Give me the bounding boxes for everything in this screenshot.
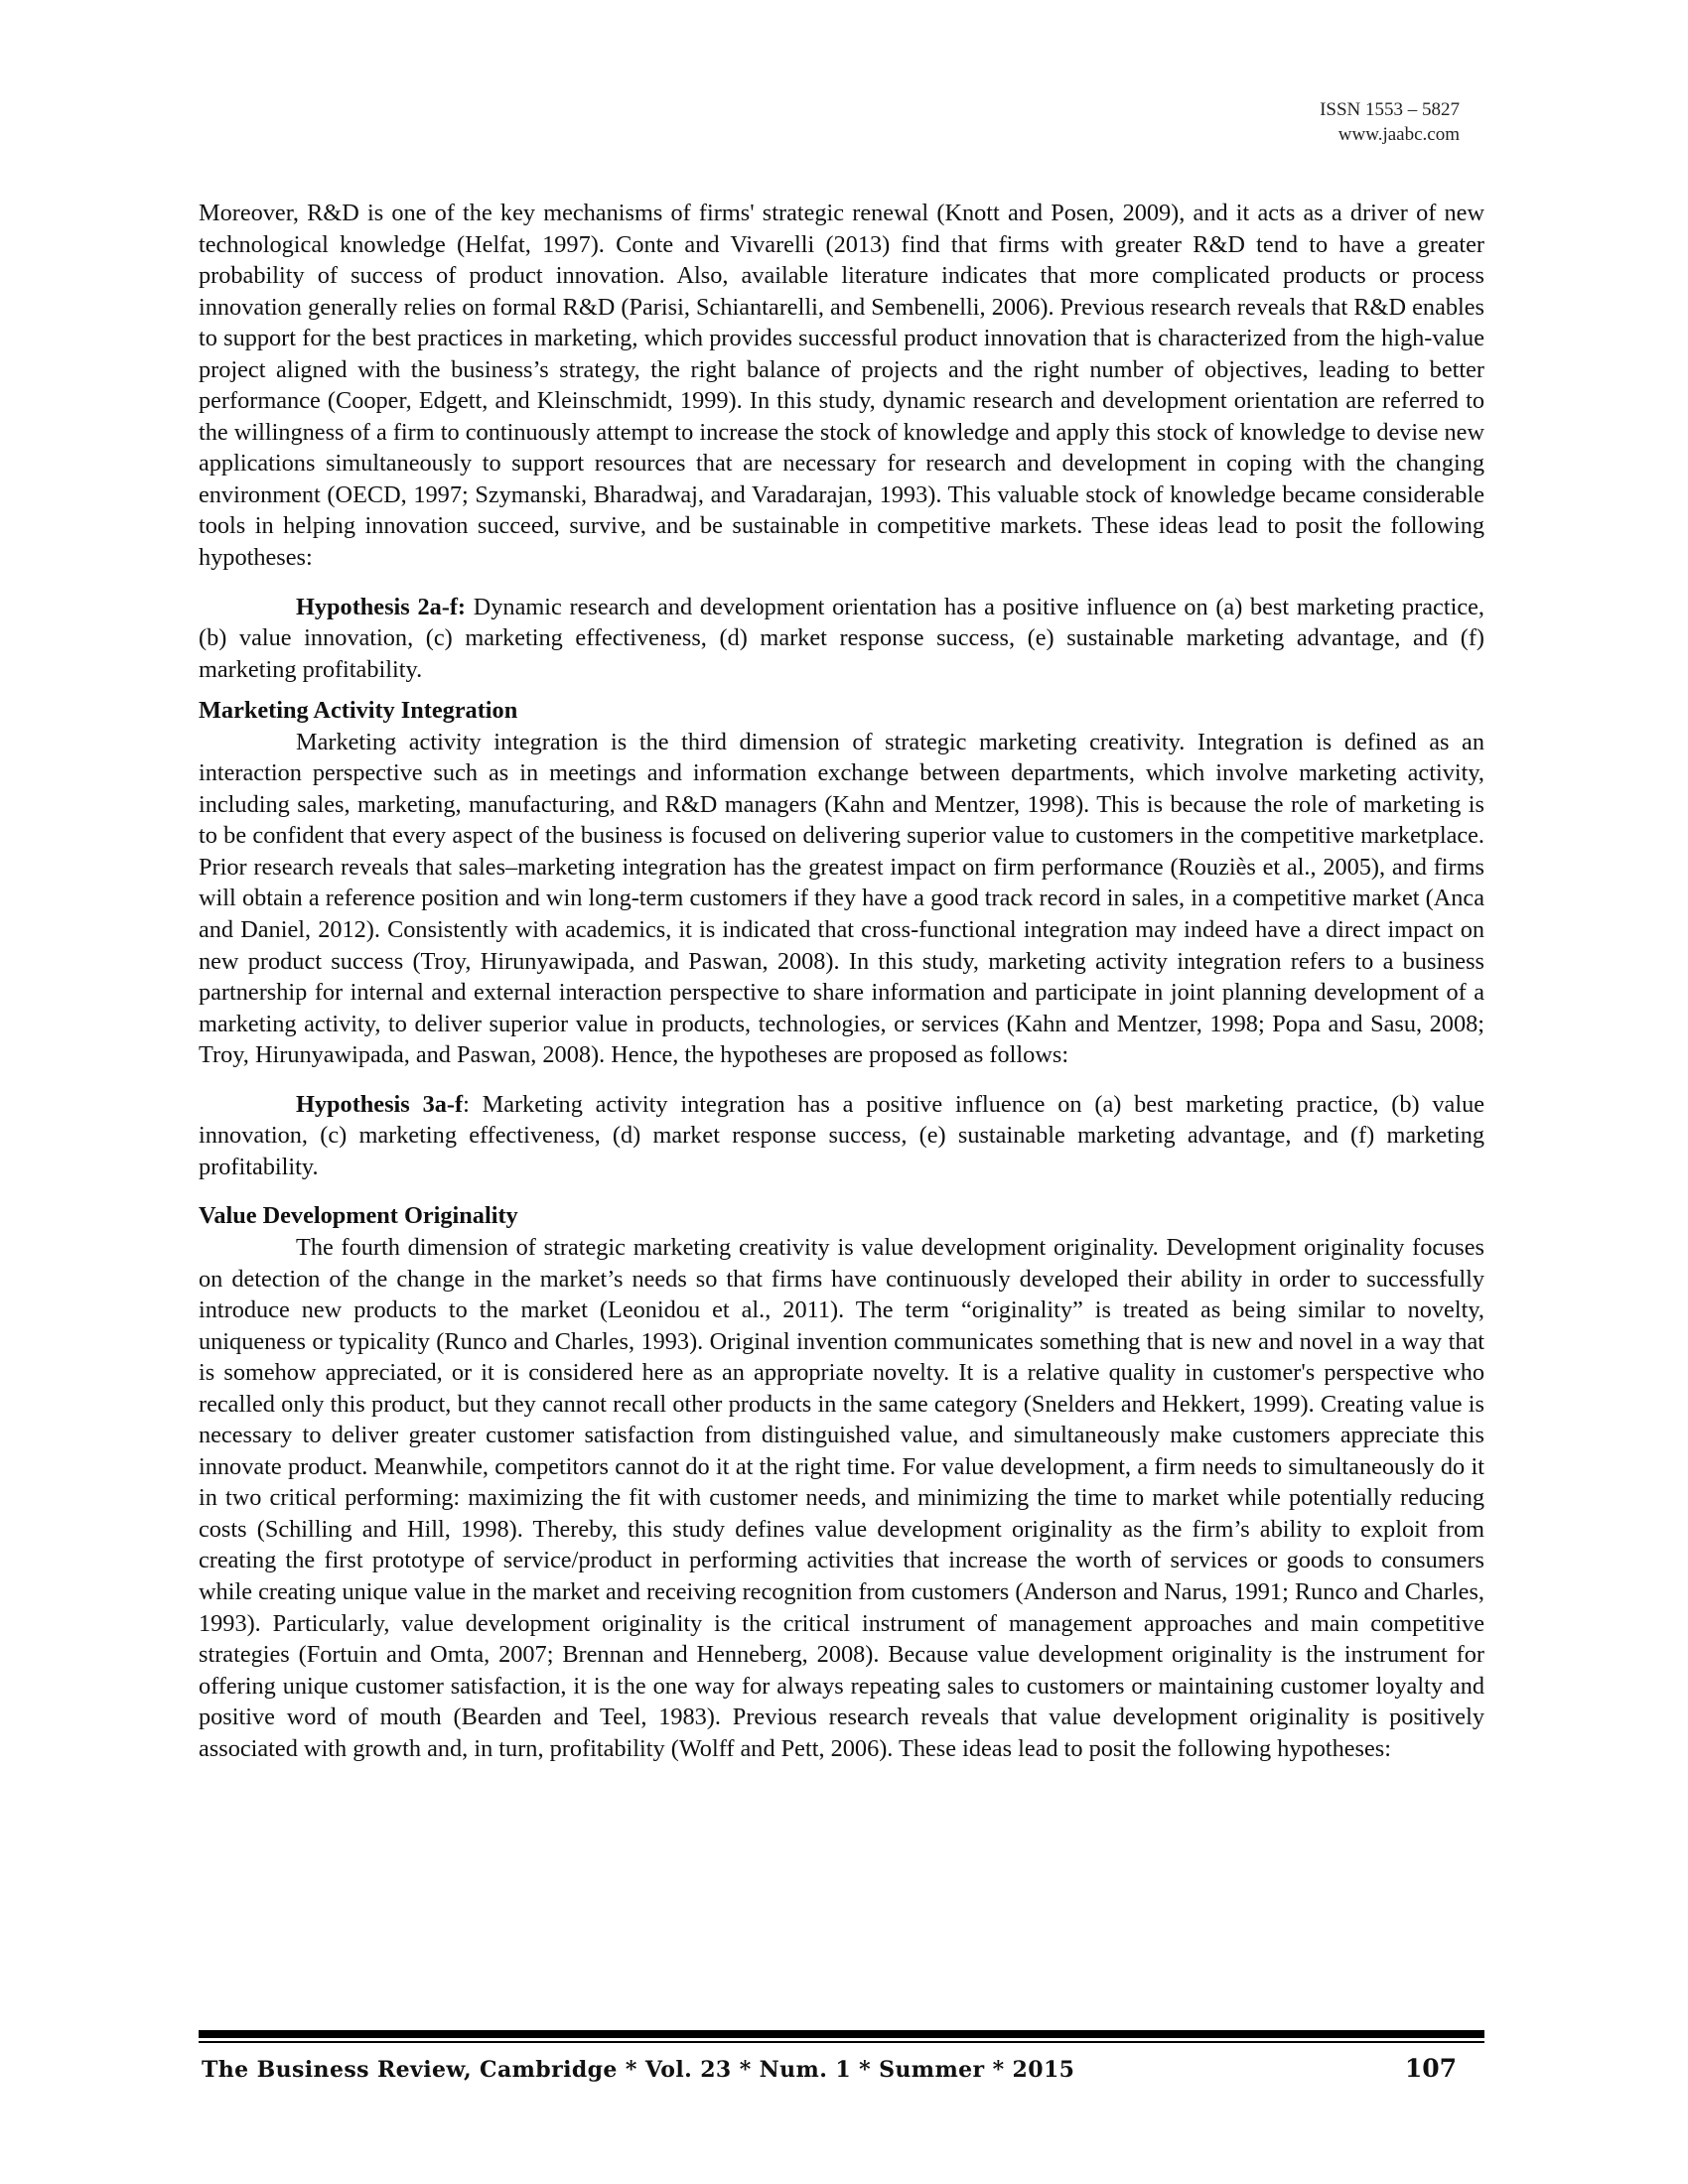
footer-rule-thick	[199, 2030, 1484, 2038]
hypothesis-2	[199, 592, 1484, 686]
hypothesis-2-label: Hypothesis 2a-f:	[296, 593, 467, 620]
hypothesis-3	[199, 1089, 1484, 1183]
page-number: 107	[1404, 2054, 1457, 2083]
running-header	[1320, 97, 1460, 147]
hypothesis-2-text: Dynamic research and development orientation has a positive influence on (a) best marketing practice, (b) value innovation, (c) marketing effectiveness, (d) market response success, (e) sustainable marketing advantage, and (f) marketing profitability.	[199, 593, 1484, 683]
website-label: www.jaabc.com	[1337, 124, 1460, 145]
section-heading-value-development-originality: Value Development Originality	[199, 1202, 518, 1230]
hypothesis-3-label: Hypothesis 3a-f	[296, 1090, 464, 1118]
footer-rule-thin	[199, 2041, 1484, 2043]
body-text	[199, 198, 1484, 1764]
paragraph-value-development-originality: The fourth dimension of strategic marketing creativity is value development originality. Development originality focuses on detection of the change in the market’s needs so that firms have continuously developed their ability in order to successfully introduce new products to the market (Leonidou et al., 2011). The term “originality” is treated as being similar to novelty, uniqueness or typicality (Runco and Charles, 1993). Original invention communicates something that is new and novel in a way that is somehow appreciated, or it is considered here as an appropriate novelty. It is a relative quality in customer's perspective who recalled only this product, but they cannot recall other products in the same category (Snelders and Hekkert, 1999). Creating value is necessary to deliver greater customer satisfaction from distinguished value, and simultaneously make customers appreciate this innovate product. Meanwhile, competitors cannot do it at the right time. For value development, a firm needs to simultaneously do it in two critical performing: maximizing the fit with customer needs, and minimizing the time to market while potentially reducing costs (Schilling and Hill, 1998). Thereby, this study defines value development originality as the firm’s ability to exploit from creating the first prototype of service/product in performing activities that increase the worth of services or goods to consumers while creating unique value in the market and receiving recognition from customers (Anderson and Narus, 1991; Runco and Charles, 1993). Particularly, value development originality is the critical instrument of management approaches and main competitive strategies (Fortuin and Omta, 2007; Brennan and Henneberg, 2008). Because value development originality is the instrument for offering unique customer satisfaction, it is the one way for always repeating sales to customers or maintaining customer loyalty and positive word of mouth (Bearden and Teel, 1983). Previous research reveals that value development originality is positively associated with growth and, in turn, profitability (Wolff and Pett, 2006). These ideas lead to posit the following hypotheses:	[199, 1233, 1484, 1762]
issn-label: ISSN 1553 – 5827	[1320, 99, 1460, 120]
section-heading-marketing-activity-integration: Marketing Activity Integration	[199, 697, 518, 725]
paragraph-rd: Moreover, R&D is one of the key mechanisms of firms' strategic renewal (Knott and Posen, 2009), and it acts as a driver of new technological knowledge (Helfat, 1997). Conte and Vivarelli (2013) find that firms with greater R&D tend to have a greater probability of success of product innovation. Also, available literature indicates that more complicated products or process innovation generally relies on formal R&D (Parisi, Schiantarelli, and Sembenelli, 2006). Previous research reveals that R&D enables to support for the best practices in marketing, which provides successful product innovation that is characterized from the high-value project aligned with the business’s strategy, the right balance of projects and the right number of objectives, leading to better performance (Cooper, Edgett, and Kleinschmidt, 1999). In this study, dynamic research and development orientation are referred to the willingness of a firm to continuously attempt to increase the stock of knowledge and apply this stock of knowledge to devise new applications simultaneously to support resources that are necessary for research and development in coping with the changing environment (OECD, 1997; Szymanski, Bharadwaj, and Varadarajan, 1993). This valuable stock of knowledge became considerable tools in helping innovation succeed, survive, and be sustainable in competitive markets. These ideas lead to posit the following hypotheses:	[199, 200, 1484, 572]
journal-footer: The Business Review, Cambridge * Vol. 23 * Num. 1 * Summer * 2015	[202, 2057, 1075, 2083]
paragraph-marketing-activity-integration: Marketing activity integration is the third dimension of strategic marketing creativity. Integration is defined as an interaction perspective such as in meetings and information exchange between departments, which involve marketing activity, including sales, marketing, manufacturing, and R&D managers (Kahn and Mentzer, 1998). This is because the role of marketing is to be confident that every aspect of the business is focused on delivering superior value to customers in the competitive marketplace. Prior research reveals that sales–marketing integration has the greatest impact on firm performance (Rouziès et al., 2005), and firms will obtain a reference position and win long-term customers if they have a good track record in sales, in a competitive market (Anca and Daniel, 2012). Consistently with academics, it is indicated that cross-functional integration may indeed have a direct impact on new product success (Troy, Hirunyawipada, and Paswan, 2008). In this study, marketing activity integration refers to a business partnership for internal and external interaction perspective to share information and participate in joint planning development of a marketing activity, to deliver superior value in products, technologies, or services (Kahn and Mentzer, 1998; Popa and Sasu, 2008; Troy, Hirunyawipada, and Paswan, 2008). Hence, the hypotheses are proposed as follows:	[199, 728, 1484, 1069]
hypothesis-3-text: : Marketing activity integration has a positive influence on (a) best marketing practice, (b) value innovation, (c) marketing effectiveness, (d) market response success, (e) sustainable marketing advantage, and (f) marketing profitability.	[199, 1090, 1484, 1180]
